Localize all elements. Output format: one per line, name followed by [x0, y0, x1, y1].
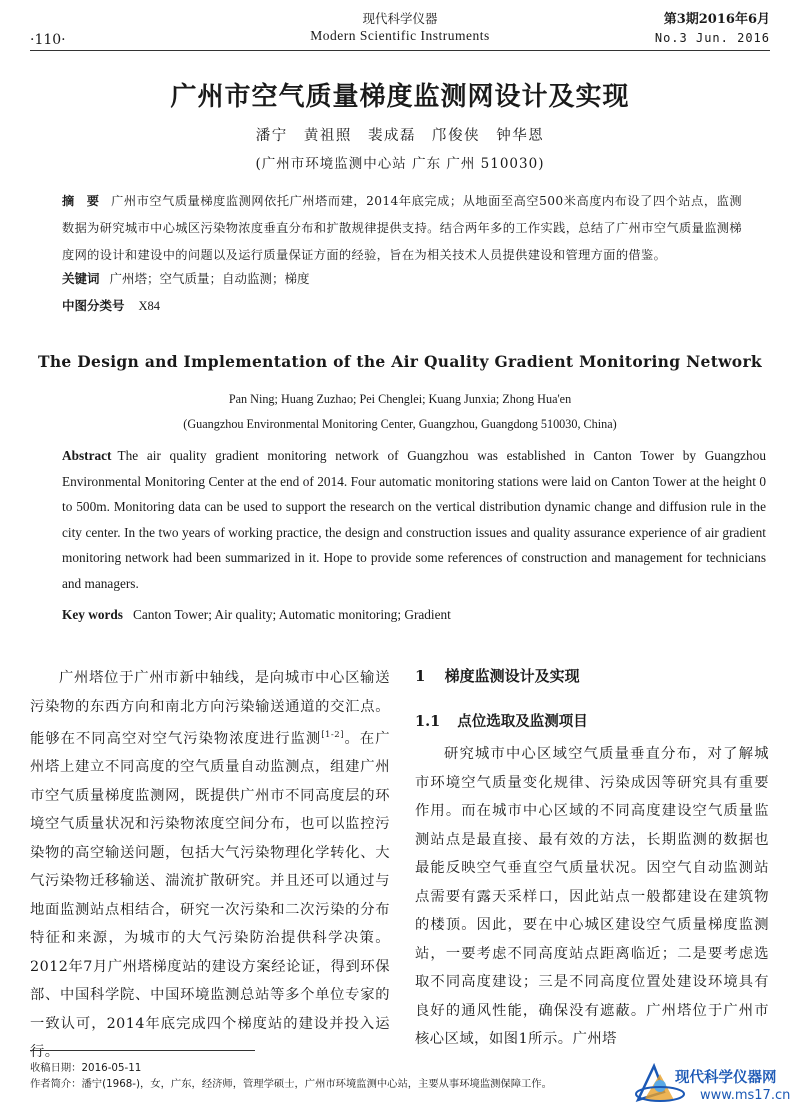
- body-column-left: [30, 664, 390, 1067]
- issue-en: No.3 Jun. 2016: [654, 31, 770, 45]
- issue-info: [655, 10, 770, 48]
- keywords-cn-label: 关键词: [62, 271, 100, 286]
- site-watermark: [630, 1060, 795, 1110]
- abstract-cn: [62, 188, 742, 269]
- abstract-en-text: The air quality gradient monitoring network of Guangzhou was established in Canton Tower by Guangzhou Environmental Monitoring Center at the end of 2014. Four automatic monitoring stations were laid on Canton Tower at the height 0 to 500m. Monitoring data can be used to support the research on the vertical distribution dynamic change and diffusion rule in the city center. In the two years of working practice, the design and construction issues and quality assurance experience of air gradient monitoring network had been summarized in it. Hope to provide some references of construction and management for technicians and managers.: [62, 448, 766, 591]
- keywords-cn-text: 广州塔；空气质量；自动监测；梯度: [109, 271, 310, 286]
- footnote-author-bio: 作者简介：潘宁(1968-)，女，广东，经济师，管理学硕士，广州市环境监测中心站，主要从事环境监测保障工作。: [30, 1078, 552, 1090]
- body-left-part2: 。在广州塔上建立不同高度的空气质量自动监测点，组建广州市空气质量梯度监测网，既提供广州市不同高度层的环境空气质量状况和污染物浓度空间分布，也可以监控污染物的高空输送问题，包括大气污染物理化学转化、大气污染物迁移输送、湍流扩散研究。并且还可以通过与地面监测站点相结合，研究一次污染和二次污染的分布特征和来源，为城市的大气污染防治提供科学决策。2012年7月广州塔梯度站的建设方案经论证，得到环保部、中国科学院、中国环境监测总站等多个单位专家的一致认可，2014年底完成四个梯度站的建设并投入运行。: [30, 730, 391, 1061]
- citation-ref: [1-2]: [321, 730, 345, 740]
- keywords-en: [62, 607, 451, 623]
- affiliation-cn: (广州市环境监测中心站 广东 广州 510030): [255, 156, 545, 172]
- abstract-en: [62, 443, 766, 596]
- keywords-en-text: Canton Tower; Air quality; Automatic monitoring; Gradient: [132, 607, 451, 622]
- watermark-site-url: www.ms17.cn: [700, 1088, 791, 1103]
- body-left-part1: 广州塔位于广州市新中轴线，是向城市中心区输送污染物的东西方向和南北方向污染输送通道的交汇点。能够在不同高空对空气污染物浓度进行监测: [30, 670, 390, 747]
- paper-title-en: The Design and Implementation of the Air Quality Gradient Monitoring Network: [38, 352, 762, 371]
- keywords-cn: [62, 269, 310, 287]
- body-column-right: 研究城市中心区域空气质量垂直分布，对了解城市环境空气质量变化规律、污染成因等研究具有重要作用。而在城市中心区域的不同高度建设空气质量监测站点是最直接、最有效的方法，长期监测的数据也最能反映空气垂直空气质量状况。因空气自动监测站点需要有露天采样口，因此站点一般都建设在建筑物的楼顶。因此，要在中心城区建设空气质量梯度监测站，一要考虑不同高度站点距离临近；二是要考虑选取不同高度建设；三是不同高度位置处建设环境具有良好的通风性能，确保没有遮蔽。广州塔位于广州市核心区域，如图1所示。广州塔: [415, 746, 769, 1047]
- watermark-site-name: 现代科学仪器网: [675, 1070, 777, 1086]
- clc-value: X84: [138, 299, 161, 313]
- abstract-cn-text: 广州市空气质量梯度监测网依托广州塔而建，2014年底完成；从地面至高空500米高度内布设了四个站点，监测数据为研究城市中心城区污染物浓度垂直分布和扩散规律提供支持。结合两年多的工作实践，总结了广州市空气质量监测梯度网的设计和建设中的问题以及运行质量保证方面的经验，旨在为相关技术人员提供建设和管理方面的借鉴。: [62, 194, 743, 262]
- abstract-en-label: Abstract: [62, 448, 112, 463]
- running-header: [30, 10, 770, 51]
- section-heading-1: 1 梯度监测设计及实现: [415, 667, 580, 685]
- authors-en: Pan Ning; Huang Zuzhao; Pei Chenglei; Kuang Junxia; Zhong Hua'en: [228, 392, 572, 406]
- keywords-en-label: Key words: [62, 607, 123, 622]
- affiliation-en: (Guangzhou Environmental Monitoring Center, Guangzhou, Guangdong 510030, China): [183, 417, 617, 431]
- authors-cn: 潘宁 黄祖照 裴成磊 邝俊侠 钟华恩: [255, 128, 545, 144]
- section-heading-1-1: 1.1 点位选取及监测项目: [415, 713, 588, 730]
- clc-number: [62, 296, 160, 314]
- footnote-received: 收稿日期：2016-05-11: [30, 1062, 142, 1074]
- abstract-cn-label: 摘 要: [62, 194, 104, 208]
- page-number: ·110·: [30, 32, 66, 48]
- footnote-divider: [30, 1050, 255, 1051]
- issue-cn: 第3期2016年6月: [663, 12, 770, 27]
- clc-label: 中图分类号: [62, 298, 125, 313]
- journal-name-en: Modern Scientific Instruments: [310, 28, 490, 43]
- paper-title-cn: 广州市空气质量梯度监测网设计及实现: [170, 82, 630, 112]
- journal-name-cn: 现代科学仪器: [362, 11, 438, 26]
